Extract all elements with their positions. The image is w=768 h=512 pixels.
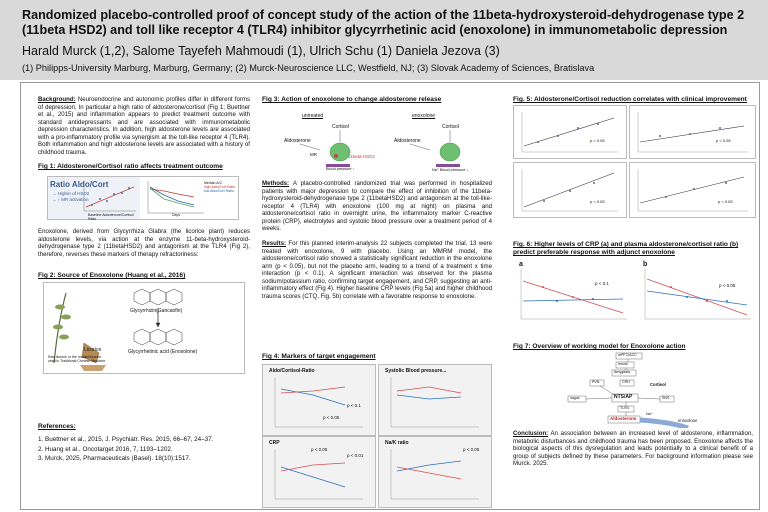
fig5-p: p < 0.05 <box>590 199 605 204</box>
fig1-right-xlabel: Days <box>172 213 180 217</box>
node-sns: SNS <box>662 396 670 400</box>
fig5-p: p < 0.05 <box>718 199 733 204</box>
fig1-xlabel: Baseline Aldosterone/Cortisol Ratio <box>88 213 134 221</box>
node-amygdala: Amygdala <box>614 370 630 374</box>
results-section <box>262 240 492 300</box>
fig1-figure <box>47 176 239 220</box>
enoxolone-structure-label: Glycyrrhetinic acid (Enoxolone) <box>128 349 198 355</box>
fig1-right-panel <box>144 177 236 219</box>
result-1: Blood pressure ↑ <box>326 167 355 171</box>
fig7-title-text: Fig 7: Overview of working model for Enoxolone action <box>513 343 686 350</box>
poster-header <box>0 0 768 80</box>
conclusion-label: Conclusion: <box>513 430 549 437</box>
fig4-panel-nak <box>378 436 492 508</box>
node-crh: CRH <box>622 380 630 384</box>
fig1-title <box>38 163 223 170</box>
node-nts: NTS/AP <box>614 394 633 400</box>
authors: Harald Murck (1,2), Salome Tayefeh Mahmoudi (1), Ulrich Schu (1) Daniela Jezova (3) <box>22 44 500 58</box>
fig7-title <box>513 343 686 350</box>
fig4-panel-crp <box>262 436 376 508</box>
p-value: p < 0.05 <box>311 447 328 452</box>
cortisol-label-2: Cortisol <box>442 124 459 130</box>
fig7-diagram <box>560 352 710 428</box>
fig5-panel <box>629 105 756 159</box>
p-value: p < 0.05 <box>463 447 480 452</box>
aldo-plot <box>263 365 375 435</box>
p-value: p < 0.1 <box>347 403 361 408</box>
glycyrrhizin-label: Glycyrrhizin(Gancaofin) <box>130 308 183 314</box>
licorice-label: Licorice <box>84 347 102 353</box>
untreated-label: untreated <box>302 113 324 119</box>
raw-licorice-label: Raw licorice or the roasted licorice used in Traditional Chinese Medicine <box>48 355 106 363</box>
p-value: p < 0.05 <box>323 415 340 420</box>
node-aldosterone: Aldosterone <box>610 416 637 421</box>
legend-item: high Aldo/Cort Ratio <box>204 185 236 189</box>
references-title-text: References: <box>38 423 76 430</box>
fig6b-plot <box>637 261 755 323</box>
legend-item: low Aldo/Cort Ratio <box>204 189 234 193</box>
fig6-panel-b <box>637 261 755 323</box>
results-label: Results: <box>262 240 287 247</box>
fig5-p: p < 0.05 <box>716 138 731 143</box>
node-vagus: vagus <box>570 396 580 400</box>
reference-item: 1. Buettner et al., 2015, J. Psychiatr. Res. 2015, 66–67, 24–37. <box>38 436 214 443</box>
fig6-panel-a <box>513 261 631 323</box>
node-enoxolone: enoxolone <box>678 418 698 423</box>
aldosterone-label-1: Aldosterone <box>284 138 311 144</box>
fig2-title-text: Fig 2: Source of Enoxolone (Huang et al., 2016) <box>38 272 186 279</box>
arrow1-text: → Higher of HSD2 <box>52 191 90 196</box>
fig5-panel <box>513 162 627 218</box>
node-cortisol: Cortisol <box>650 382 666 387</box>
node-insula: Insula <box>618 362 628 366</box>
bp-plot <box>379 365 491 435</box>
methods-section <box>262 180 492 233</box>
arrow2-text: → ↑ MR activation <box>52 197 89 202</box>
background-section <box>38 96 250 156</box>
reference-item: 2. Huang et al., Oncotarget 2016, 7, 1193–1202. <box>38 445 173 453</box>
enoxolone-condition-label: enoxolone <box>412 113 436 119</box>
methods-text: A placebo-controlled randomized trial was performed in hospitalized patients with major depression to compare the effect of inhibition of the 11beta-hydroxysteroid-dehydrogenase type 2 (11betaHSD2) and antagonism at the toll-like-receptor 4 (TLR4) with enoxolone (100 mg at night) on plasma and aldosterone/cortisol ratio in overnight urine, the inflammatory marker C-reactive protein (CRP), electrolytes and systolic blood pressure over a treatment period of 4 weeks. <box>262 180 492 232</box>
conclusion-section <box>513 430 753 468</box>
fig3-title <box>262 96 441 103</box>
node-pvn: PVN <box>592 380 600 384</box>
fig6-title <box>513 241 753 257</box>
panel-a-label: a <box>519 261 523 268</box>
fig5-panel <box>513 105 627 159</box>
panel-title: CRP <box>269 440 280 446</box>
fig3-figure <box>262 110 492 172</box>
fig1-legend <box>204 181 235 193</box>
fig6a-p: p < 0.1 <box>595 281 609 286</box>
fig1-left-panel <box>48 177 140 219</box>
ratio-label: Ratio Aldo/Cort <box>50 180 109 189</box>
result-2: Na⁺ Blood pressure ↓ <box>432 168 469 172</box>
hsd2-label: 11beta-HSD2 <box>348 154 375 159</box>
fig6b-p: p < 0.05 <box>719 283 736 288</box>
mr-label: MR <box>310 152 317 157</box>
cortisol-label-1: Cortisol <box>332 124 349 130</box>
fig5-title-text: Fig. 5: Aldosterone/Cortisol reduction correlates with clinical improvement <box>513 96 747 103</box>
fig4-title-text: Fig 4: Markers of target engagement <box>262 353 376 360</box>
node-na: Na⁺ <box>646 412 653 416</box>
affiliations: (1) Philipps-University Marburg, Marburg, Germany; (2) Murck-Neuroscience LLC, Westfield, NJ; (3) Slovak Academy of Sciences, Bratislava <box>22 63 595 73</box>
fig5-panel <box>629 162 756 218</box>
panel-title: Na/K ratio <box>385 440 409 446</box>
fig3-title-text: Fig 3: Action of enoxolone to change aldosterone release <box>262 96 442 103</box>
node-mpfc: mPFC/ACC <box>618 353 637 357</box>
references-list <box>38 435 253 464</box>
fig4-panel-aldo <box>262 364 376 436</box>
fig1-scatter <box>82 179 138 213</box>
panel-title: Aldo/Cortisol-Ratio <box>269 368 315 374</box>
legend-item: Median A/C <box>204 181 223 185</box>
fig2-title <box>38 272 185 279</box>
aldosterone-label-2: Aldosterone <box>394 138 421 144</box>
reference-item: 3. Murck, 2025, Pharmaceuticals (Basel). 18(10):1517. <box>38 455 191 462</box>
fig6-title-text: Fig. 6: Higher levels of CRP (a) and plasma aldosterone/cortisol ratio (b) predict preferable response with adjunct enoxolone <box>513 241 739 256</box>
fig4-title <box>262 353 376 360</box>
enoxolone-intro: Enoxolone, derived from Glycyrrhiza Glabra (the licorice plant) reduces aldosterone levels, via action at the enzyme 11-beta-hydroxysteroid-dehydrogenase type 2 (11betaHSD2) and antagonism at the TLR4 (Fig 2), therefore, reverses these markers of therapy refractoriness: <box>38 228 250 258</box>
p-value: p < 0.01 <box>347 453 364 458</box>
fig4-panel-bp <box>378 364 492 436</box>
fig2-figure <box>43 282 245 374</box>
fig5-title <box>513 96 747 103</box>
fig5-p: p < 0.05 <box>590 138 605 143</box>
methods-label: Methods: <box>262 180 290 187</box>
fig6a-plot <box>513 261 631 323</box>
conclusion-text: An association between an increased level of aldosterone, inflammation, metabolic disturbances and childhood trauma has been proposed. Enoxolone affects the biological aspects of this dysregulation and leads potentially to a clinical benefit of a group of subjects defined by these parameters. For background information please see Murck. 2025. <box>513 430 753 467</box>
poster-title: Randomized placebo-controlled proof of concept study of the action of the 11beta-hydroxysteroid-dehydrogenase type 2 (11beta HSD2) and toll like receptor 4 (TLR4) inhibitor glycyrrhetinic acid (enoxolone) in immunometabolic depression <box>22 8 745 37</box>
panel-title: Systolic Blood pressure... <box>385 368 447 374</box>
node-tlr4: TLR4 <box>620 406 629 410</box>
panel-b-label: b <box>643 261 648 268</box>
results-text: For this planned interim-analysis 22 subjects completed the trial. 13 were treated with enoxolone, 9 with placebo. Using an MMRM model, the aldosterone/cortisol ratio showed a statistically significant reduction in the enoxolone arm (p < 0.05), but not the placebo arm, leading to a trend of a treatment x time interaction (p < 0.1). A significant interaction was observed for the plasma sodium/potassium ratio, confirming target engagement, and CRP, suggesting an anti-inflammatory effect (Fig 4). Higher baseline CRP levels (Fig 5a) and higher childhood trauma scores (CTQ, Fig. 5b) correlate with a favorable response to enoxolone. <box>262 240 492 300</box>
fig1-title-text: Fig 1: Aldosterone/Cortisol ratio affects treatment outcome <box>38 163 223 170</box>
background-text: Neuroendocrine and autonomic profiles differ in different forms of depression. In particular a high ratio of aldosterone/cortisol (Fig 1; Buettner et al., 2015) and inflammation appears to predict treatment outcome with standard antidepressants and are associated with immunometabolic depression characteristics. In addition, high aldosterone levels are associated with a pro-inflammatory profile via synergism at the toll-like receptor 4 (TLR4). Both inflammation and high aldosterone levels are associated with a history of childhood trauma. <box>38 96 250 156</box>
references-title <box>38 423 76 430</box>
background-label: Background: <box>38 96 76 103</box>
